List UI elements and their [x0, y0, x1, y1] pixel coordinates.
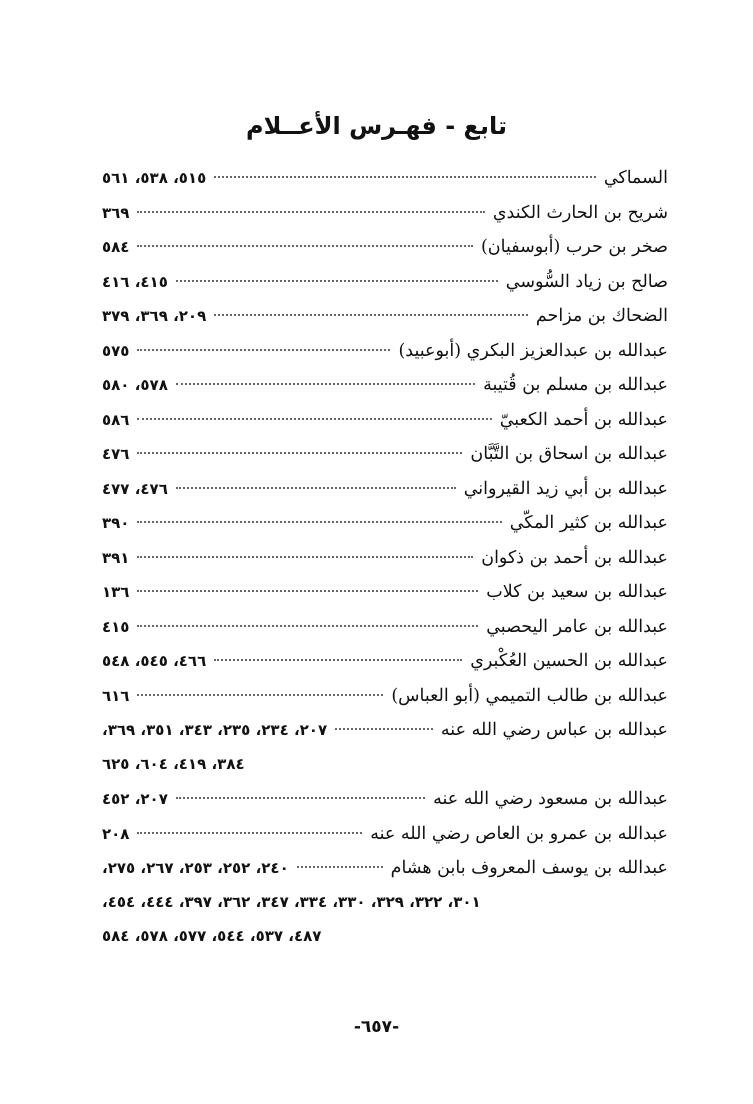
entry-pages: ٥٧٨، ٥٨٠	[102, 376, 168, 394]
leader-dots	[335, 728, 433, 730]
leader-dots	[137, 245, 472, 247]
entry-pages: ٤١٥، ٤١٦	[102, 272, 168, 291]
entry-name: صخر بن حرب (أبوسفيان)	[480, 237, 668, 257]
page-number: -٦٥٧-	[353, 1017, 400, 1037]
index-entry	[102, 341, 668, 376]
leader-dots	[176, 797, 425, 799]
page-title: تابع - فهـرس الأعــلام	[246, 112, 507, 140]
index-entry	[102, 237, 668, 272]
leader-dots	[137, 832, 362, 834]
entry-name: صالح بن زياد السُّوسي	[505, 271, 668, 292]
index-entry	[102, 410, 668, 445]
leader-dots	[137, 521, 501, 523]
index-entry	[102, 789, 668, 824]
index-list	[102, 168, 668, 962]
entry-pages: ٢٤٠، ٢٥٢، ٢٥٣، ٢٦٧، ٢٧٥،	[102, 859, 289, 877]
entry-name: عبدالله بن مسلم بن قُتيبة	[483, 375, 668, 395]
leader-dots	[137, 452, 462, 454]
entry-name: عبدالله بن أحمد الكعبيّ	[499, 409, 668, 430]
leader-dots	[137, 590, 478, 592]
leader-dots	[137, 418, 491, 420]
entry-pages: ١٣٦	[102, 583, 130, 601]
entry-name: عبدالله بن سعيد بن كلاب	[486, 582, 668, 602]
index-entry	[102, 651, 668, 686]
leader-dots	[176, 383, 475, 385]
entry-name: عبدالله بن كثير المكّي	[509, 513, 668, 533]
index-entry	[102, 513, 668, 548]
entry-pages: ٢٠٧، ٢٣٤، ٢٣٥، ٣٤٣، ٣٥١، ٣٦٩،	[102, 721, 328, 739]
index-entry	[102, 824, 668, 859]
entry-name: عبدالله بن عباس رضي الله عنه	[440, 720, 668, 740]
entry-pages: ٤١٥	[102, 617, 130, 636]
entry-name: عبدالله بن عمرو بن العاص رضي الله عنه	[370, 823, 668, 844]
index-entry-continuation	[102, 893, 668, 928]
entry-pages: ٥٨٤	[102, 238, 130, 256]
leader-dots	[214, 176, 596, 178]
index-entry	[102, 720, 668, 755]
index-entry	[102, 479, 668, 514]
entry-pages: ٣٩٠	[102, 514, 130, 532]
entry-pages: ٣٩١	[102, 548, 130, 567]
entry-pages: ٢٠٨	[102, 824, 130, 843]
entry-name: عبدالله بن اسحاق بن التَّبَّان	[470, 444, 668, 464]
index-entry	[102, 686, 668, 721]
entry-pages: ٣٦٩	[102, 203, 130, 222]
entry-pages: ٥٨٦	[102, 410, 130, 429]
entry-pages: ٣٠١، ٣٢٢، ٣٢٩، ٣٣٠، ٣٣٤، ٣٤٧، ٣٦٢، ٣٩٧، ٤٤٤، ٤٥٤،	[102, 892, 481, 911]
index-entry-continuation	[102, 755, 668, 790]
entry-name: السماكي	[603, 168, 668, 188]
entry-pages: ٣٨٤، ٤١٩، ٦٠٤، ٦٢٥	[102, 754, 245, 773]
entry-pages: ٥٧٥	[102, 341, 130, 360]
leader-dots	[297, 866, 383, 868]
index-entry	[102, 306, 668, 341]
index-entry	[102, 203, 668, 238]
entry-pages: ٤٧٦، ٤٧٧	[102, 479, 168, 498]
index-entry	[102, 858, 668, 893]
entry-name: عبدالله بن طالب التميمي (أبو العباس)	[391, 685, 668, 706]
entry-pages: ٢٠٩، ٣٦٩، ٣٧٩	[102, 307, 207, 325]
entry-pages: ٤٧٦	[102, 445, 130, 463]
entry-pages: ٥١٥، ٥٣٨، ٥٦١	[102, 169, 207, 187]
entry-name: عبدالله بن عامر اليحصبي	[486, 616, 668, 637]
index-entry	[102, 375, 668, 410]
entry-name: عبدالله بن مسعود رضي الله عنه	[433, 789, 668, 809]
leader-dots	[137, 349, 390, 351]
leader-dots	[137, 625, 478, 627]
entry-name: عبدالله بن يوسف المعروف بابن هشام	[390, 858, 668, 878]
entry-name: الضحاك بن مزاحم	[535, 306, 668, 326]
leader-dots	[214, 314, 528, 316]
leader-dots	[137, 211, 484, 213]
entry-pages: ٦١٦	[102, 686, 130, 705]
index-entry	[102, 168, 668, 203]
index-entry	[102, 548, 668, 583]
index-entry	[102, 617, 668, 652]
entry-pages: ٤٦٦، ٥٤٥، ٥٤٨	[102, 652, 207, 670]
index-entry	[102, 444, 668, 479]
entry-name: شريح بن الحارث الكندي	[492, 202, 668, 223]
index-entry-continuation	[102, 927, 668, 962]
entry-name: عبدالله بن أبي زيد القيرواني	[463, 478, 668, 499]
index-entry	[102, 272, 668, 307]
leader-dots	[176, 280, 498, 282]
leader-dots	[137, 556, 473, 558]
leader-dots	[137, 694, 383, 696]
entry-name: عبدالله بن الحسين العُكْبري	[470, 651, 668, 671]
entry-name: عبدالله بن أحمد بن ذكوان	[481, 547, 668, 568]
leader-dots	[214, 659, 462, 661]
entry-pages: ٤٨٧، ٥٣٧، ٥٤٤، ٥٧٧، ٥٧٨، ٥٨٤	[102, 927, 322, 945]
index-entry	[102, 582, 668, 617]
entry-pages: ٢٠٧، ٤٥٢	[102, 790, 168, 808]
entry-name: عبدالله بن عبدالعزيز البكري (أبوعبيد)	[398, 340, 668, 361]
leader-dots	[176, 487, 456, 489]
